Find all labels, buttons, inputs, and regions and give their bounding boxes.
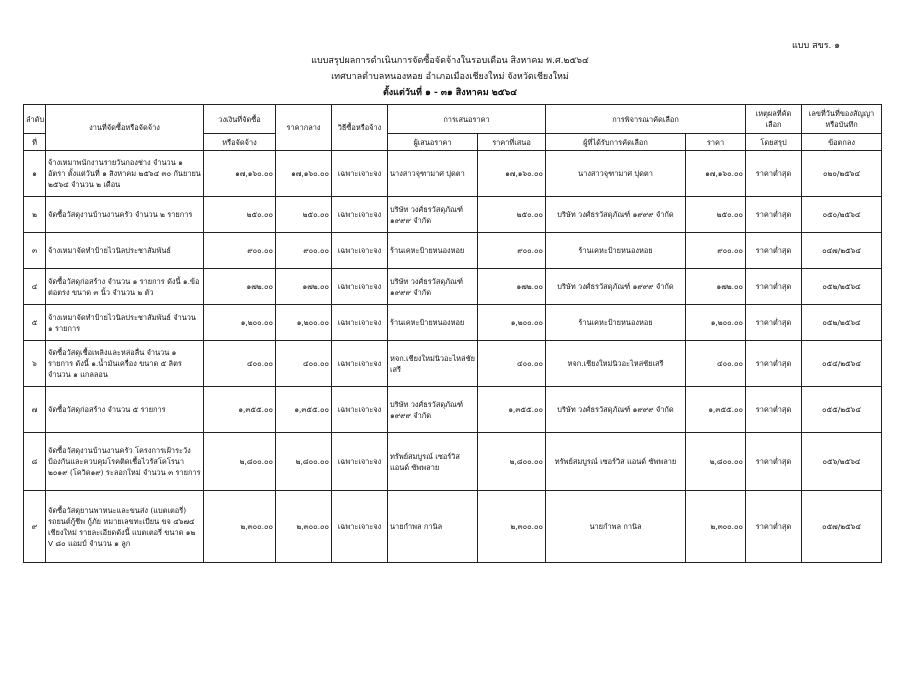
row-budget: ๑,๓๕๕.๐๐ [204, 387, 276, 433]
row-budget: ๑๗,๑๖๐.๐๐ [204, 151, 276, 197]
row-method: เฉพาะเจาะจง [332, 341, 388, 387]
row-method: เฉพาะเจาะจง [332, 491, 388, 563]
row-work: จัดซื้อวัสดุก่อสร้าง จำนวน ๕ รายการ [46, 387, 204, 433]
row-select-vendor: นางสาวจุฑามาศ ปุดตา [546, 151, 686, 197]
table-row [24, 233, 882, 269]
row-no: ๓ [24, 233, 46, 269]
row-no: ๖ [24, 341, 46, 387]
row-reason: ราคาต่ำสุด [746, 387, 802, 433]
row-select-vendor: ร้านเคหะป้ายหนองหอย [546, 233, 686, 269]
row-reason: ราคาต่ำสุด [746, 269, 802, 305]
table-row [24, 433, 882, 491]
row-budget: ๑,๒๐๐.๐๐ [204, 305, 276, 341]
row-select-vendor: บริษัท วงศ์ธรวัสดุภัณฑ์ ๑๙๙๙ จำกัด [546, 269, 686, 305]
row-contract: ๐๕๔/๒๕๖๔ [802, 341, 882, 387]
row-median: ๑,๒๐๐.๐๐ [276, 305, 332, 341]
row-select-price: ๑,๒๐๐.๐๐ [686, 305, 746, 341]
table-row [24, 341, 882, 387]
row-work: จัดซื้อวัสดุเชื้อเพลิงและหล่อลื่น จำนวน ๑ รายการ ดังนี้ ๑.น้ำมันเครื่อง ขนาด ๕ ลิตร จำนวน ๑ แกลลอน [46, 341, 204, 387]
row-contract: ๐๕๐/๒๕๖๔ [802, 197, 882, 233]
row-no: ๔ [24, 269, 46, 305]
form-code: แบบ สขร. ๑ [791, 41, 840, 51]
row-select-price: ๔๐๐.๐๐ [686, 341, 746, 387]
row-select-price: ๑,๓๕๕.๐๐ [686, 387, 746, 433]
report-agency: เทศบาลตำบลหนองหอย อำเภอเมืองเชียงใหม่ จังหวัดเชียงใหม่ [331, 72, 569, 82]
col-method: วิธีซื้อหรือจ้าง [332, 105, 388, 151]
row-reason: ราคาต่ำสุด [746, 197, 802, 233]
row-reason: ราคาต่ำสุด [746, 491, 802, 563]
row-offer-price: ๒,๘๐๐.๐๐ [478, 433, 546, 491]
row-work: จัดซื้อวัสดุงานบ้านงานครัว โครงการเฝ้าระวังป้องกันและควบคุมโรคติดเชื้อไวรัสโคโรนา ๒๐๑๙ (โควิด๑๙) ระลอกใหม่ จำนวน ๓ รายการ [46, 433, 204, 491]
row-reason: ราคาต่ำสุด [746, 341, 802, 387]
col-reason-top: เหตุผลที่คัดเลือก [746, 105, 802, 134]
row-median: ๑๗,๑๖๐.๐๐ [276, 151, 332, 197]
row-offer-vendor: หจก.เชียงใหม่นิวอะไหล่ชัยเสรี [388, 341, 478, 387]
row-offer-vendor: ร้านเคหะป้ายหนองหอย [388, 305, 478, 341]
col-offer-price: ราคาที่เสนอ [478, 134, 546, 151]
col-select: การพิจารณาคัดเลือก [546, 105, 746, 134]
row-median: ๑,๓๕๕.๐๐ [276, 387, 332, 433]
row-offer-price: ๒,๓๐๐.๐๐ [478, 491, 546, 563]
row-select-price: ๑๗๒.๐๐ [686, 269, 746, 305]
row-median: ๒๕๐.๐๐ [276, 197, 332, 233]
col-budget-bottom: หรือจัดจ้าง [204, 134, 276, 151]
row-method: เฉพาะเจาะจง [332, 387, 388, 433]
row-select-vendor: หจก.เชียงใหม่นิวอะไหล่ชัยเสรี [546, 341, 686, 387]
col-budget-top: วงเงินที่จัดซื้อ [204, 105, 276, 134]
row-offer-vendor: ทรัพย์สมบูรณ์ เซอร์วิส แอนด์ ซัพพลาย [388, 433, 478, 491]
row-work: จ้างเหมาจัดทำป้ายไวนิลประชาสัมพันธ์ จำนวน ๑ รายการ [46, 305, 204, 341]
row-select-vendor: บริษัท วงศ์ธรวัสดุภัณฑ์ ๑๙๙๙ จำกัด [546, 387, 686, 433]
row-contract: ๐๕๕/๒๕๖๔ [802, 387, 882, 433]
row-offer-price: ๑๗๒.๐๐ [478, 269, 546, 305]
table-row [24, 197, 882, 233]
row-select-vendor: ทรัพย์สมบูรณ์ เซอร์วิส แอนด์ ซัพพลาย [546, 433, 686, 491]
row-work: จัดซื้อวัสดุยานพาหนะและขนส่ง (แบตเตอรี่) รถยนต์กู้ชีพ กู้ภัย หมายเลขทะเบียน ขจ ๔๖๗๔ เชียงใหม่ รายละเอียดดังนี้ แบตเตอรี่ ขนาด ๑๒ V ๘๐ แอมป์ จำนวน ๑ ลูก [46, 491, 204, 563]
row-offer-price: ๑,๒๐๐.๐๐ [478, 305, 546, 341]
col-no-top: ลำดับ [24, 105, 46, 134]
row-offer-vendor: บริษัท วงศ์ธรวัสดุภัณฑ์ ๑๙๙๙ จำกัด [388, 387, 478, 433]
row-offer-price: ๒๕๐.๐๐ [478, 197, 546, 233]
col-contract-top: เลขที่วันที่ของสัญญาหรือบันทึก [802, 105, 882, 134]
row-median: ๙๐๐.๐๐ [276, 233, 332, 269]
row-median: ๒,๘๐๐.๐๐ [276, 433, 332, 491]
row-contract: ๐๕๒/๒๕๖๔ [802, 269, 882, 305]
row-budget: ๒,๓๐๐.๐๐ [204, 491, 276, 563]
row-budget: ๙๐๐.๐๐ [204, 233, 276, 269]
row-method: เฉพาะเจาะจง [332, 197, 388, 233]
row-reason: ราคาต่ำสุด [746, 433, 802, 491]
row-median: ๔๐๐.๐๐ [276, 341, 332, 387]
row-contract: ๐๕๖/๒๕๖๔ [802, 433, 882, 491]
row-no: ๕ [24, 305, 46, 341]
table-row [24, 387, 882, 433]
col-select-price: ราคา [686, 134, 746, 151]
row-select-vendor: นายกำพล กานิล [546, 491, 686, 563]
row-method: เฉพาะเจาะจง [332, 433, 388, 491]
row-offer-price: ๑,๓๕๕.๐๐ [478, 387, 546, 433]
row-work: จัดซื้อวัสดุงานบ้านงานครัว จำนวน ๒ รายการ [46, 197, 204, 233]
row-offer-price: ๑๗,๑๖๐.๐๐ [478, 151, 546, 197]
row-no: ๒ [24, 197, 46, 233]
row-contract: ๐๕๒/๒๕๖๔ [802, 305, 882, 341]
row-select-vendor: ร้านเคหะป้ายหนองหอย [546, 305, 686, 341]
row-budget: ๒๕๐.๐๐ [204, 197, 276, 233]
col-work: งานที่จัดซื้อหรือจัดจ้าง [46, 105, 204, 151]
row-reason: ราคาต่ำสุด [746, 305, 802, 341]
table-row [24, 269, 882, 305]
table-row [24, 151, 882, 197]
row-offer-vendor: บริษัท วงศ์ธรวัสดุภัณฑ์ ๑๙๙๙ จำกัด [388, 269, 478, 305]
row-budget: ๒,๘๐๐.๐๐ [204, 433, 276, 491]
procurement-table [23, 104, 882, 563]
col-offer-vendor: ผู้เสนอราคา [388, 134, 478, 151]
header-row-1 [24, 105, 882, 134]
row-median: ๑๗๒.๐๐ [276, 269, 332, 305]
row-select-price: ๒,๓๐๐.๐๐ [686, 491, 746, 563]
row-reason: ราคาต่ำสุด [746, 233, 802, 269]
col-offer: การเสนอราคา [388, 105, 546, 134]
row-offer-price: ๙๐๐.๐๐ [478, 233, 546, 269]
col-median: ราคากลาง [276, 105, 332, 151]
row-select-price: ๑๗,๑๖๐.๐๐ [686, 151, 746, 197]
row-method: เฉพาะเจาะจง [332, 305, 388, 341]
row-work: จ้างเหมาจัดทำป้ายไวนิลประชาสัมพันธ์ [46, 233, 204, 269]
row-no: ๑ [24, 151, 46, 197]
row-select-price: ๒๕๐.๐๐ [686, 197, 746, 233]
row-work: จ้างเหมาพนักงานรายวันกองช่าง จำนวน ๑ อัตรา ตั้งแต่วันที่ ๑ สิงหาคม ๒๕๖๔ ๓๐ กันยายน ๒๕๖๔ จำนวน ๒ เดือน [46, 151, 204, 197]
col-select-vendor: ผู้ที่ได้รับการคัดเลือก [546, 134, 686, 151]
row-work: จัดซื้อวัสดุก่อสร้าง จำนวน ๑ รายการ ดังนี้ ๑.ข้อต่อตรง ขนาด ๓ นิ้ว จำนวน ๒ ตัว [46, 269, 204, 305]
row-budget: ๑๗๒.๐๐ [204, 269, 276, 305]
row-contract: ๐๔๗/๒๕๖๔ [802, 233, 882, 269]
row-no: ๗ [24, 387, 46, 433]
col-reason-bottom: โดยสรุป [746, 134, 802, 151]
row-select-vendor: บริษัท วงศ์ธรวัสดุภัณฑ์ ๑๙๙๙ จำกัด [546, 197, 686, 233]
row-select-price: ๙๐๐.๐๐ [686, 233, 746, 269]
report-title: แบบสรุปผลการดำเนินการจัดซื้อจัดจ้างในรอบเดือน สิงหาคม พ.ศ.๒๕๖๔ [311, 56, 589, 66]
row-offer-vendor: นางสาวจุฑามาศ ปุดตา [388, 151, 478, 197]
row-offer-vendor: นายกำพล กานิล [388, 491, 478, 563]
row-offer-vendor: ร้านเคหะป้ายหนองหอย [388, 233, 478, 269]
row-budget: ๔๐๐.๐๐ [204, 341, 276, 387]
row-offer-price: ๔๐๐.๐๐ [478, 341, 546, 387]
row-contract: ๐๒๐/๒๕๖๔ [802, 151, 882, 197]
report-period: ตั้งแต่วันที่ ๑ - ๓๑ สิงหาคม ๒๕๖๔ [382, 88, 518, 98]
col-no-bottom: ที่ [24, 134, 46, 151]
row-method: เฉพาะเจาะจง [332, 269, 388, 305]
row-median: ๒,๓๐๐.๐๐ [276, 491, 332, 563]
row-offer-vendor: บริษัท วงศ์ธรวัสดุภัณฑ์ ๑๙๙๙ จำกัด [388, 197, 478, 233]
table-row [24, 305, 882, 341]
row-contract: ๐๕๗/๒๕๖๔ [802, 491, 882, 563]
row-select-price: ๒,๘๐๐.๐๐ [686, 433, 746, 491]
row-no: ๘ [24, 433, 46, 491]
row-reason: ราคาต่ำสุด [746, 151, 802, 197]
col-contract-bottom: ข้อตกลง [802, 134, 882, 151]
row-method: เฉพาะเจาะจง [332, 151, 388, 197]
row-no: ๙ [24, 491, 46, 563]
row-method: เฉพาะเจาะจง [332, 233, 388, 269]
table-row [24, 491, 882, 563]
